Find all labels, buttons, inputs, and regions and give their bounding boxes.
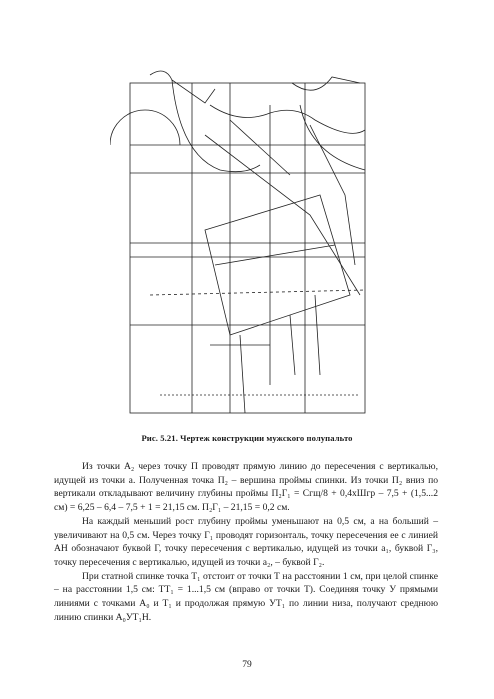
body-text bbox=[54, 460, 438, 624]
paragraph-3: При статной спинке точка Т₁ отстоит от точки Т на расстоянии 1 см, при целой спинке – на расстоянии 1,5 см: ТТ₁ = 1...1,5 см (вправо от точки Т). Соединяя точку У прямыми линиями с точками А₀ и Т₁ и продолжая прямую УТ₁ по линии низа, получают среднюю линию спинки А₀УТ₁Н. bbox=[54, 570, 438, 623]
figure-caption: Рис. 5.21. Чертеж конструкции мужского полупальто bbox=[141, 433, 353, 443]
pattern-drawing bbox=[110, 45, 395, 430]
paragraph-2: На каждый меньший рост глубину проймы уменьшают на 0,5 см, а на больший – увеличивают на 0,5 см. Через точку Г₁ проводят горизонталь, точку пересечения ее с линией АН обозначают буквой Г, точку пересечения с вертикалью, идущей из точки а₁, буквой Г₃, точку пересечения с вертикалью, идущей из точки а₂, – буквой Г₂. bbox=[54, 515, 438, 568]
frame-lines bbox=[130, 83, 365, 413]
paragraph-1: Из точки А₂ через точку П проводят прямую линию до пересечения с вертикалью, идущей из точки а. Полученная точка П₂ – вершина проймы спинки. Из точки П₂ вниз по вертикали откладывают величину глубины проймы П₂Г₁ = Сгщ/8 + 0,4хШгр – 7,5 + (1,5...2 см) = 6,25 – 6,4 – 7,5 + 1 = 21,15 см. П₂Г₁ – 21,15 = 0,2 см. bbox=[54, 461, 438, 514]
page-number: 79 bbox=[242, 660, 252, 670]
